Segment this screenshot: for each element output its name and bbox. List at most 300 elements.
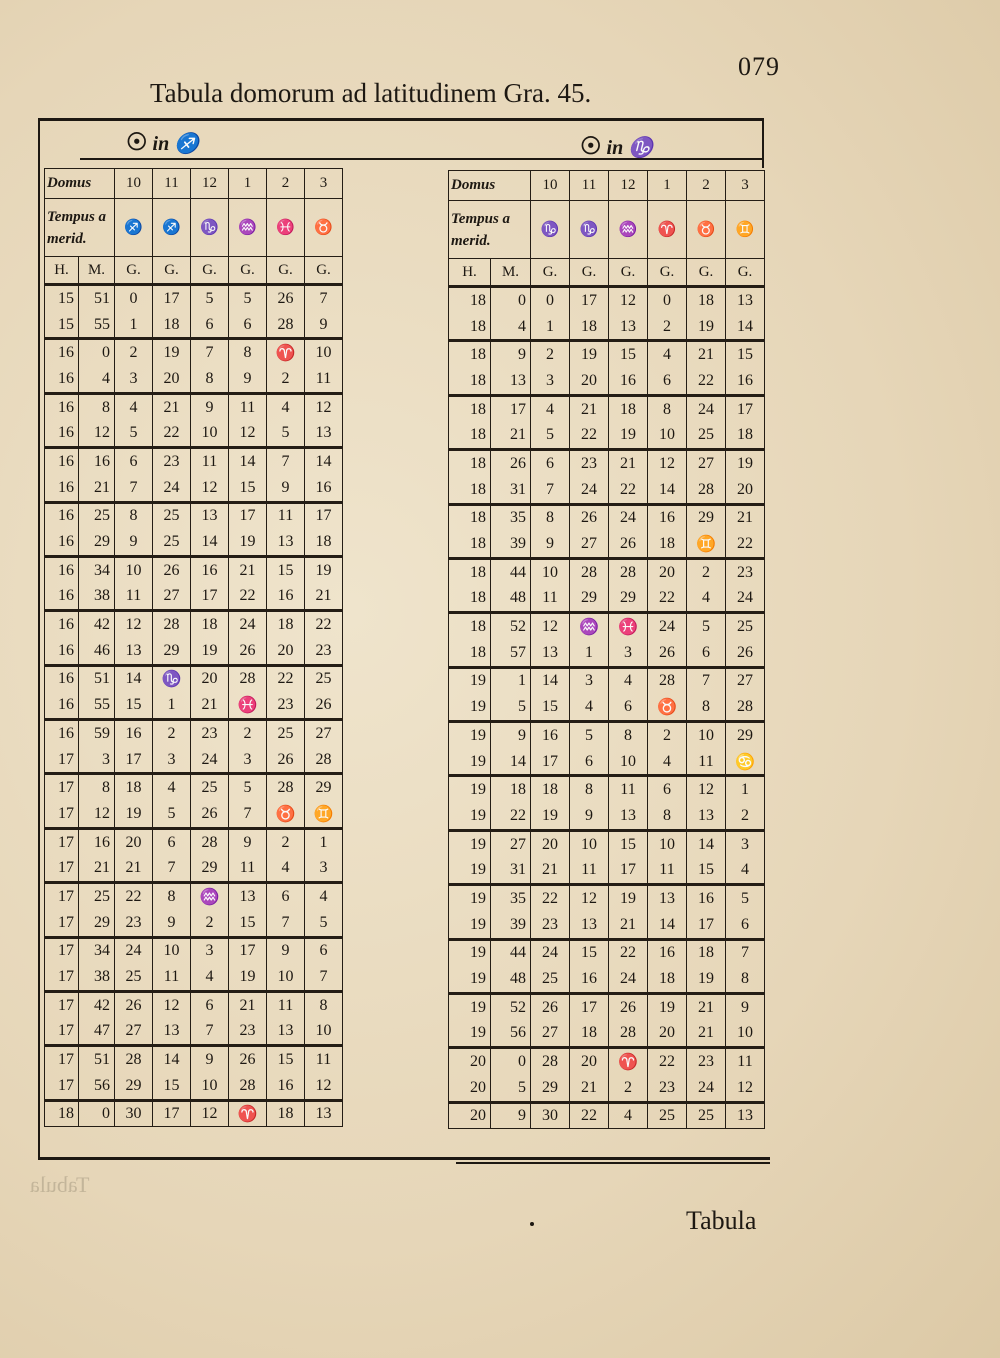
minute-cell: 31	[491, 477, 531, 504]
degree-cell: 2	[115, 339, 153, 366]
table-row	[449, 993, 765, 1020]
degree-cell: 9	[229, 828, 267, 855]
heading-rule	[80, 158, 762, 160]
hour-cell: 17	[45, 855, 79, 882]
final-cell: 30	[115, 1100, 153, 1126]
sign-cell: ♈	[648, 201, 687, 259]
degree-cell: 27	[726, 667, 765, 694]
table-row	[45, 529, 343, 556]
degree-cell: 11	[229, 855, 267, 882]
hour-cell: 17	[45, 828, 79, 855]
degree-cell: 8	[153, 883, 191, 910]
degree-cell: 4	[191, 964, 229, 991]
right-data-rows	[449, 287, 765, 1129]
left-panel-heading	[126, 128, 199, 157]
hour-cell: 20	[449, 1048, 491, 1075]
degree-cell: 19	[531, 803, 570, 830]
degree-cell: 25	[191, 774, 229, 801]
hour-cell: 18	[449, 422, 491, 449]
final-cell: 20	[449, 1102, 491, 1128]
table-row	[45, 937, 343, 964]
degree-cell: 17	[687, 912, 726, 939]
hour-cell: 17	[45, 910, 79, 937]
show-through-text: Tabula	[30, 1172, 90, 1197]
unit-cell: G.	[229, 257, 267, 285]
degree-cell: 13	[153, 1019, 191, 1046]
unit-cell: G.	[570, 259, 609, 287]
left-data-rows	[45, 285, 343, 1127]
degree-cell: 29	[305, 774, 343, 801]
degree-cell: 8	[687, 694, 726, 721]
degree-cell: 4	[267, 855, 305, 882]
minute-cell: 16	[79, 448, 115, 475]
degree-cell: 23	[153, 448, 191, 475]
degree-cell: 19	[153, 339, 191, 366]
degree-cell: 27	[570, 531, 609, 558]
minute-cell: 27	[491, 830, 531, 857]
degree-cell: 11	[229, 393, 267, 420]
table-row	[449, 1075, 765, 1102]
minute-cell: 44	[491, 558, 531, 585]
degree-cell: 7	[153, 855, 191, 882]
degree-cell: 11	[726, 1048, 765, 1075]
sun-icon: ☉	[126, 130, 148, 156]
table-row	[449, 722, 765, 749]
hour-cell: 19	[449, 694, 491, 721]
table-row	[45, 801, 343, 828]
house-cell: 1	[229, 169, 267, 199]
hour-cell: 17	[45, 991, 79, 1018]
table-row	[45, 855, 343, 882]
hour-cell: 16	[45, 420, 79, 447]
degree-cell: 26	[229, 638, 267, 665]
minute-cell: 52	[491, 993, 531, 1020]
degree-cell: 9	[570, 803, 609, 830]
degree-cell: 12	[531, 613, 570, 640]
degree-cell: 8	[191, 366, 229, 393]
degree-cell: 15	[229, 910, 267, 937]
degree-cell: 10	[305, 1019, 343, 1046]
degree-cell: 5	[570, 722, 609, 749]
degree-cell: 11	[687, 749, 726, 776]
degree-cell: 21	[687, 993, 726, 1020]
table-row	[45, 720, 343, 747]
final-cell: 13	[305, 1100, 343, 1126]
degree-cell: 16	[191, 556, 229, 583]
minute-cell: 5	[491, 1075, 531, 1102]
degree-cell: 23	[115, 910, 153, 937]
degree-cell: 9	[115, 529, 153, 556]
degree-cell: 11	[648, 857, 687, 884]
minute-cell: 16	[79, 828, 115, 855]
degree-cell: 22	[687, 368, 726, 395]
degree-cell: 15	[267, 556, 305, 583]
minute-cell: 51	[79, 665, 115, 692]
degree-cell: 15	[726, 341, 765, 368]
degree-cell: 17	[305, 502, 343, 529]
degree-cell: 10	[648, 422, 687, 449]
minute-cell: 3	[79, 747, 115, 774]
degree-cell: 14	[115, 665, 153, 692]
degree-cell: 12	[305, 1073, 343, 1100]
final-cell: 25	[648, 1102, 687, 1128]
degree-cell: 19	[229, 964, 267, 991]
degree-cell: 21	[531, 857, 570, 884]
table-row	[449, 1048, 765, 1075]
degree-cell: 19	[191, 638, 229, 665]
house-cell: 12	[609, 171, 648, 201]
degree-cell: 4	[531, 395, 570, 422]
degree-cell: 12	[229, 420, 267, 447]
degree-cell: 14	[726, 314, 765, 341]
degree-cell: 29	[153, 638, 191, 665]
degree-cell: 4	[726, 857, 765, 884]
degree-cell: 6	[687, 640, 726, 667]
unit-cell: G.	[153, 257, 191, 285]
sign-cell: ♓	[267, 199, 305, 257]
right-heading-text: in ♑	[606, 137, 654, 159]
hour-cell: 18	[449, 395, 491, 422]
degree-cell: 24	[687, 1075, 726, 1102]
right-panel-heading	[580, 132, 653, 161]
degree-cell: 10	[570, 830, 609, 857]
degree-cell: 25	[687, 422, 726, 449]
degree-cell: 12	[570, 885, 609, 912]
degree-cell: 18	[609, 395, 648, 422]
degree-cell: 8	[648, 803, 687, 830]
table-row	[449, 531, 765, 558]
degree-cell: 13	[267, 529, 305, 556]
degree-cell: 26	[267, 747, 305, 774]
degree-cell: 15	[267, 1046, 305, 1073]
degree-cell: 15	[531, 694, 570, 721]
minute-cell: 59	[79, 720, 115, 747]
degree-cell: 27	[115, 1019, 153, 1046]
degree-cell: 6	[191, 312, 229, 339]
degree-cell: 14	[153, 1046, 191, 1073]
degree-cell: 12	[726, 1075, 765, 1102]
degree-cell: 2	[687, 558, 726, 585]
final-cell: 22	[570, 1102, 609, 1128]
minute-cell: 18	[491, 776, 531, 803]
degree-cell: 12	[648, 450, 687, 477]
table-row	[45, 1019, 343, 1046]
degree-cell: 17	[229, 502, 267, 529]
degree-cell: 20	[191, 665, 229, 692]
degree-cell: 4	[305, 883, 343, 910]
right-house-table	[448, 170, 765, 1129]
hour-cell: 17	[45, 937, 79, 964]
degree-cell: 19	[305, 556, 343, 583]
degree-cell: 25	[153, 502, 191, 529]
table-row	[45, 448, 343, 475]
degree-cell: 0	[115, 285, 153, 312]
minute-cell: 12	[79, 801, 115, 828]
degree-cell: 5	[115, 420, 153, 447]
degree-cell: 7	[229, 801, 267, 828]
hour-cell: 17	[45, 1073, 79, 1100]
hour-cell: 16	[45, 366, 79, 393]
table-row	[45, 366, 343, 393]
degree-cell: 19	[229, 529, 267, 556]
degree-cell: 13	[267, 1019, 305, 1046]
degree-cell: 9	[531, 531, 570, 558]
degree-cell: 14	[648, 912, 687, 939]
hour-cell: 16	[45, 556, 79, 583]
unit-cell: H.	[45, 257, 79, 285]
table-row	[45, 991, 343, 1018]
minute-cell: 35	[491, 504, 531, 531]
hour-cell: 16	[45, 502, 79, 529]
minute-cell: 51	[79, 285, 115, 312]
degree-cell: 19	[687, 314, 726, 341]
unit-cell: G.	[609, 259, 648, 287]
degree-cell: 17	[229, 937, 267, 964]
degree-cell: 3	[191, 937, 229, 964]
hour-cell: 18	[449, 314, 491, 341]
degree-cell: 18	[531, 776, 570, 803]
house-cell: 1	[648, 171, 687, 201]
minute-cell: 51	[79, 1046, 115, 1073]
degree-cell: 25	[267, 720, 305, 747]
minute-cell: 4	[79, 366, 115, 393]
sign-cell: ♒	[609, 201, 648, 259]
minute-cell: 9	[491, 722, 531, 749]
minute-cell: 52	[491, 613, 531, 640]
degree-cell: 26	[531, 993, 570, 1020]
hour-cell: 16	[45, 638, 79, 665]
degree-cell: 21	[229, 556, 267, 583]
degree-cell: 21	[687, 1021, 726, 1048]
degree-cell: 22	[267, 665, 305, 692]
hour-cell: 16	[45, 692, 79, 719]
minute-cell: 39	[491, 912, 531, 939]
degree-cell: 22	[609, 939, 648, 966]
degree-cell: 18	[191, 611, 229, 638]
degree-cell: 22	[726, 531, 765, 558]
degree-cell: 5	[229, 285, 267, 312]
degree-cell: 18	[687, 939, 726, 966]
degree-cell: 27	[687, 450, 726, 477]
final-row	[449, 1102, 765, 1128]
sign-row	[449, 201, 765, 259]
final-cell: 0	[79, 1100, 115, 1126]
unit-cell: G.	[191, 257, 229, 285]
sign-cell: ♑	[570, 201, 609, 259]
house-cell: 11	[153, 169, 191, 199]
unit-cell: M.	[491, 259, 531, 287]
degree-cell: 18	[648, 966, 687, 993]
degree-cell: 16	[609, 368, 648, 395]
degree-cell: 9	[229, 366, 267, 393]
table-row	[45, 665, 343, 692]
page-number: 079	[738, 52, 780, 81]
degree-cell: 16	[115, 720, 153, 747]
hour-cell: 19	[449, 722, 491, 749]
degree-cell: 11	[305, 366, 343, 393]
degree-cell: 28	[305, 747, 343, 774]
degree-cell: 9	[191, 393, 229, 420]
degree-cell: 11	[267, 502, 305, 529]
table-row	[45, 774, 343, 801]
degree-cell: 22	[115, 883, 153, 910]
degree-cell: 11	[609, 776, 648, 803]
hour-cell: 18	[449, 504, 491, 531]
hour-cell: 18	[449, 368, 491, 395]
hour-cell: 19	[449, 857, 491, 884]
degree-cell: 5	[229, 774, 267, 801]
sign-cell: ♐	[153, 199, 191, 257]
degree-cell: 6	[648, 368, 687, 395]
degree-cell: 4	[687, 586, 726, 613]
hour-cell: 16	[45, 529, 79, 556]
final-cell: 17	[153, 1100, 191, 1126]
degree-cell: 20	[153, 366, 191, 393]
minute-cell: 25	[79, 883, 115, 910]
degree-cell: 25	[305, 665, 343, 692]
left-house-table	[44, 168, 343, 1127]
degree-cell: ♓	[229, 692, 267, 719]
degree-cell: 5	[305, 910, 343, 937]
table-row	[449, 694, 765, 721]
degree-cell: 5	[531, 422, 570, 449]
degree-cell: 26	[267, 285, 305, 312]
table-row	[449, 966, 765, 993]
degree-cell: 21	[609, 450, 648, 477]
table-row	[45, 584, 343, 611]
degree-cell: 28	[229, 1073, 267, 1100]
degree-cell: 27	[531, 1021, 570, 1048]
hour-cell: 16	[45, 611, 79, 638]
degree-cell: 3	[570, 667, 609, 694]
degree-cell: 3	[229, 747, 267, 774]
domus-label: Domus	[449, 171, 531, 201]
degree-cell: ♈	[609, 1048, 648, 1075]
degree-cell: 23	[229, 1019, 267, 1046]
hour-cell: 18	[449, 531, 491, 558]
hour-cell: 18	[449, 341, 491, 368]
degree-cell: 16	[648, 939, 687, 966]
table-row	[449, 395, 765, 422]
degree-cell: 20	[648, 1021, 687, 1048]
top-rule	[38, 118, 762, 121]
degree-cell: 24	[229, 611, 267, 638]
minute-cell: 21	[79, 855, 115, 882]
degree-cell: 21	[153, 393, 191, 420]
degree-cell: ♉	[648, 694, 687, 721]
degree-cell: 6	[153, 828, 191, 855]
hour-cell: 18	[449, 558, 491, 585]
degree-cell: 21	[570, 1075, 609, 1102]
table-row	[449, 613, 765, 640]
table-row	[45, 420, 343, 447]
degree-cell: 6	[531, 450, 570, 477]
sign-cell: ♊	[726, 201, 765, 259]
degree-cell: 26	[570, 504, 609, 531]
hour-cell: 19	[449, 830, 491, 857]
hour-cell: 15	[45, 312, 79, 339]
degree-cell: 9	[267, 937, 305, 964]
degree-cell: 19	[570, 341, 609, 368]
degree-cell: 8	[115, 502, 153, 529]
degree-cell: 14	[531, 667, 570, 694]
table-row	[45, 964, 343, 991]
degree-cell: 12	[305, 393, 343, 420]
minute-cell: 22	[491, 803, 531, 830]
degree-cell: 18	[648, 531, 687, 558]
degree-cell: 4	[570, 694, 609, 721]
table-row	[45, 692, 343, 719]
table-row	[45, 339, 343, 366]
degree-cell: 28	[570, 558, 609, 585]
degree-cell: 6	[726, 912, 765, 939]
degree-cell: 24	[531, 939, 570, 966]
degree-cell: 7	[531, 477, 570, 504]
minute-cell: 48	[491, 966, 531, 993]
degree-cell: 9	[191, 1046, 229, 1073]
hour-cell: 19	[449, 803, 491, 830]
degree-cell: 26	[153, 556, 191, 583]
degree-cell: 14	[191, 529, 229, 556]
unit-cell: M.	[79, 257, 115, 285]
degree-cell: 3	[531, 368, 570, 395]
degree-cell: 10	[687, 722, 726, 749]
degree-cell: 7	[687, 667, 726, 694]
minute-cell: 34	[79, 937, 115, 964]
degree-cell: 1	[531, 314, 570, 341]
table-row	[449, 504, 765, 531]
final-cell: 25	[687, 1102, 726, 1128]
degree-cell: 18	[687, 287, 726, 314]
degree-cell: 8	[570, 776, 609, 803]
degree-cell: 16	[267, 1073, 305, 1100]
sign-cell: ♉	[305, 199, 343, 257]
table-row	[449, 830, 765, 857]
degree-cell: 6	[570, 749, 609, 776]
table-row	[45, 393, 343, 420]
degree-cell: 22	[648, 1048, 687, 1075]
table-row	[449, 1021, 765, 1048]
degree-cell: 7	[267, 448, 305, 475]
degree-cell: 20	[726, 477, 765, 504]
degree-cell: 7	[267, 910, 305, 937]
degree-cell: 23	[267, 692, 305, 719]
degree-cell: 29	[609, 586, 648, 613]
degree-cell: 17	[726, 395, 765, 422]
degree-cell: 10	[726, 1021, 765, 1048]
minute-cell: 0	[491, 287, 531, 314]
degree-cell: 19	[687, 966, 726, 993]
degree-cell: 9	[153, 910, 191, 937]
degree-cell: 9	[726, 993, 765, 1020]
degree-cell: 22	[531, 885, 570, 912]
table-row	[45, 312, 343, 339]
degree-cell: 14	[229, 448, 267, 475]
minute-cell: 25	[79, 502, 115, 529]
degree-cell: 20	[648, 558, 687, 585]
degree-cell: 19	[609, 422, 648, 449]
degree-cell: 13	[726, 287, 765, 314]
hour-cell: 18	[449, 477, 491, 504]
table-row	[45, 502, 343, 529]
degree-cell: 24	[153, 475, 191, 502]
minute-cell: 44	[491, 939, 531, 966]
house-cell: 2	[687, 171, 726, 201]
units-row	[45, 257, 343, 285]
hour-cell: 16	[45, 475, 79, 502]
degree-cell: 12	[115, 611, 153, 638]
degree-cell: ♊	[687, 531, 726, 558]
